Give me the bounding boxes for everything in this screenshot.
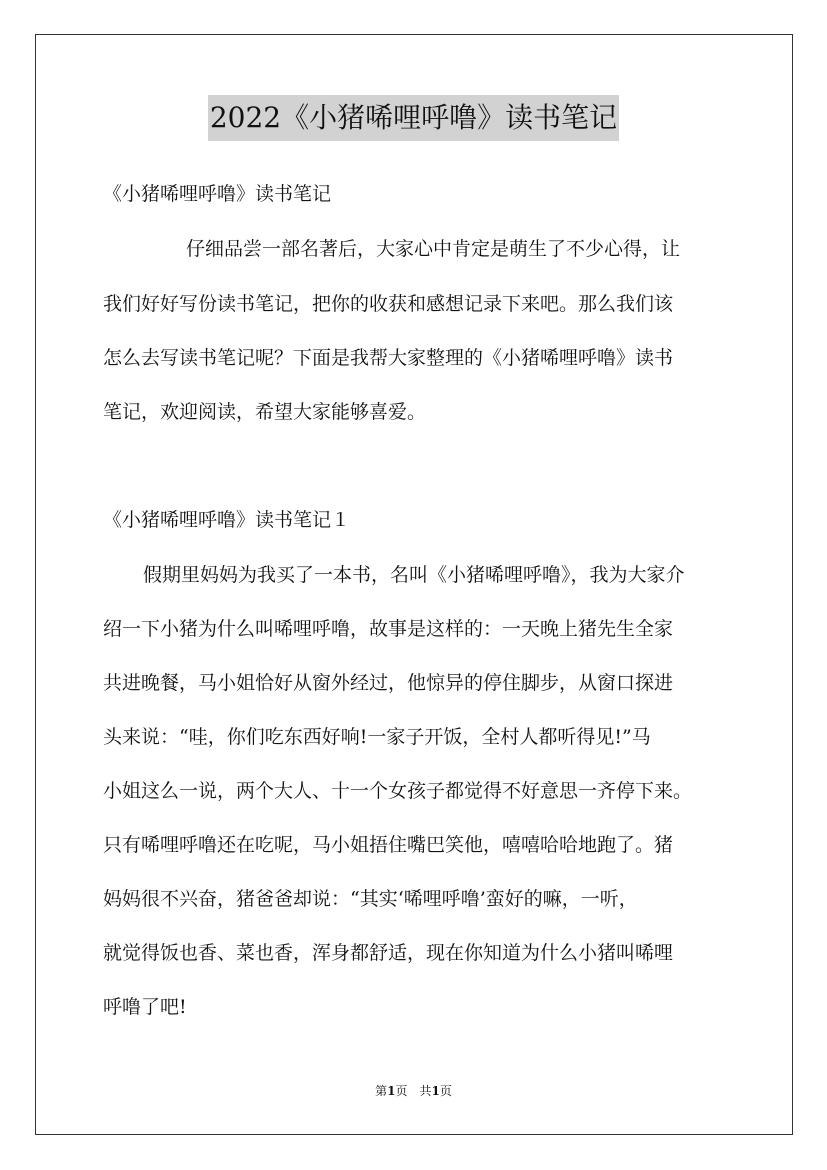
body-line: 就觉得饭也香、菜也香，浑身都舒适，现在你知道为什么小猪叫唏哩: [103, 942, 674, 964]
title-container: [0, 95, 827, 141]
document-title: 2022《小猪唏哩呼噜》读书笔记: [208, 95, 619, 141]
footer-mid: 页 共: [395, 1084, 432, 1098]
footer-suffix: 页: [439, 1084, 452, 1098]
footer-page-total: 1: [431, 1084, 440, 1098]
footer-page-number: 1: [387, 1084, 396, 1098]
body-line: 小姐这么一说，两个大人、十一个女孩子都觉得不好意思一齐停下来。: [103, 780, 693, 802]
footer-prefix: 第: [375, 1084, 388, 1098]
intro-line: 我们好好写份读书笔记，把你的收获和感想记录下来吧。那么我们该: [103, 293, 674, 315]
intro-line: 怎么去写读书笔记呢？下面是我帮大家整理的《小猪唏哩呼噜》读书: [103, 347, 674, 369]
page-footer: [0, 1083, 827, 1099]
section-heading: 《小猪唏哩呼噜》读书笔记１: [103, 509, 351, 531]
body-line: 呼噜了吧!: [103, 996, 187, 1018]
body-line: 只有唏哩呼噜还在吃呢，马小姐捂住嘴巴笑他，嘻嘻哈哈地跑了。猪: [103, 834, 674, 856]
body-line: 头来说：“哇，你们吃东西好响!一家子开饭，全村人都听得见!”马: [103, 726, 651, 748]
body-line: 假期里妈妈为我买了一本书，名叫《小猪唏哩呼噜》，我为大家介: [143, 564, 685, 586]
body-line: 共进晚餐，马小姐恰好从窗外经过，他惊异的停住脚步，从窗口探进: [103, 672, 674, 694]
intro-line: 仔细品尝一部名著后，大家心中肯定是萌生了不少心得，让: [186, 238, 681, 260]
body-line: 妈妈很不兴奋，猪爸爸却说：“其实‘唏哩呼噜’蛮好的嘛，一听，: [103, 888, 638, 910]
heading: 《小猪唏哩呼噜》读书笔记: [103, 183, 332, 205]
intro-line: 笔记，欢迎阅读，希望大家能够喜爱。: [103, 401, 427, 423]
body-line: 绍一下小猪为什么叫唏哩呼噜，故事是这样的：一天晚上猪先生全家: [103, 618, 674, 640]
